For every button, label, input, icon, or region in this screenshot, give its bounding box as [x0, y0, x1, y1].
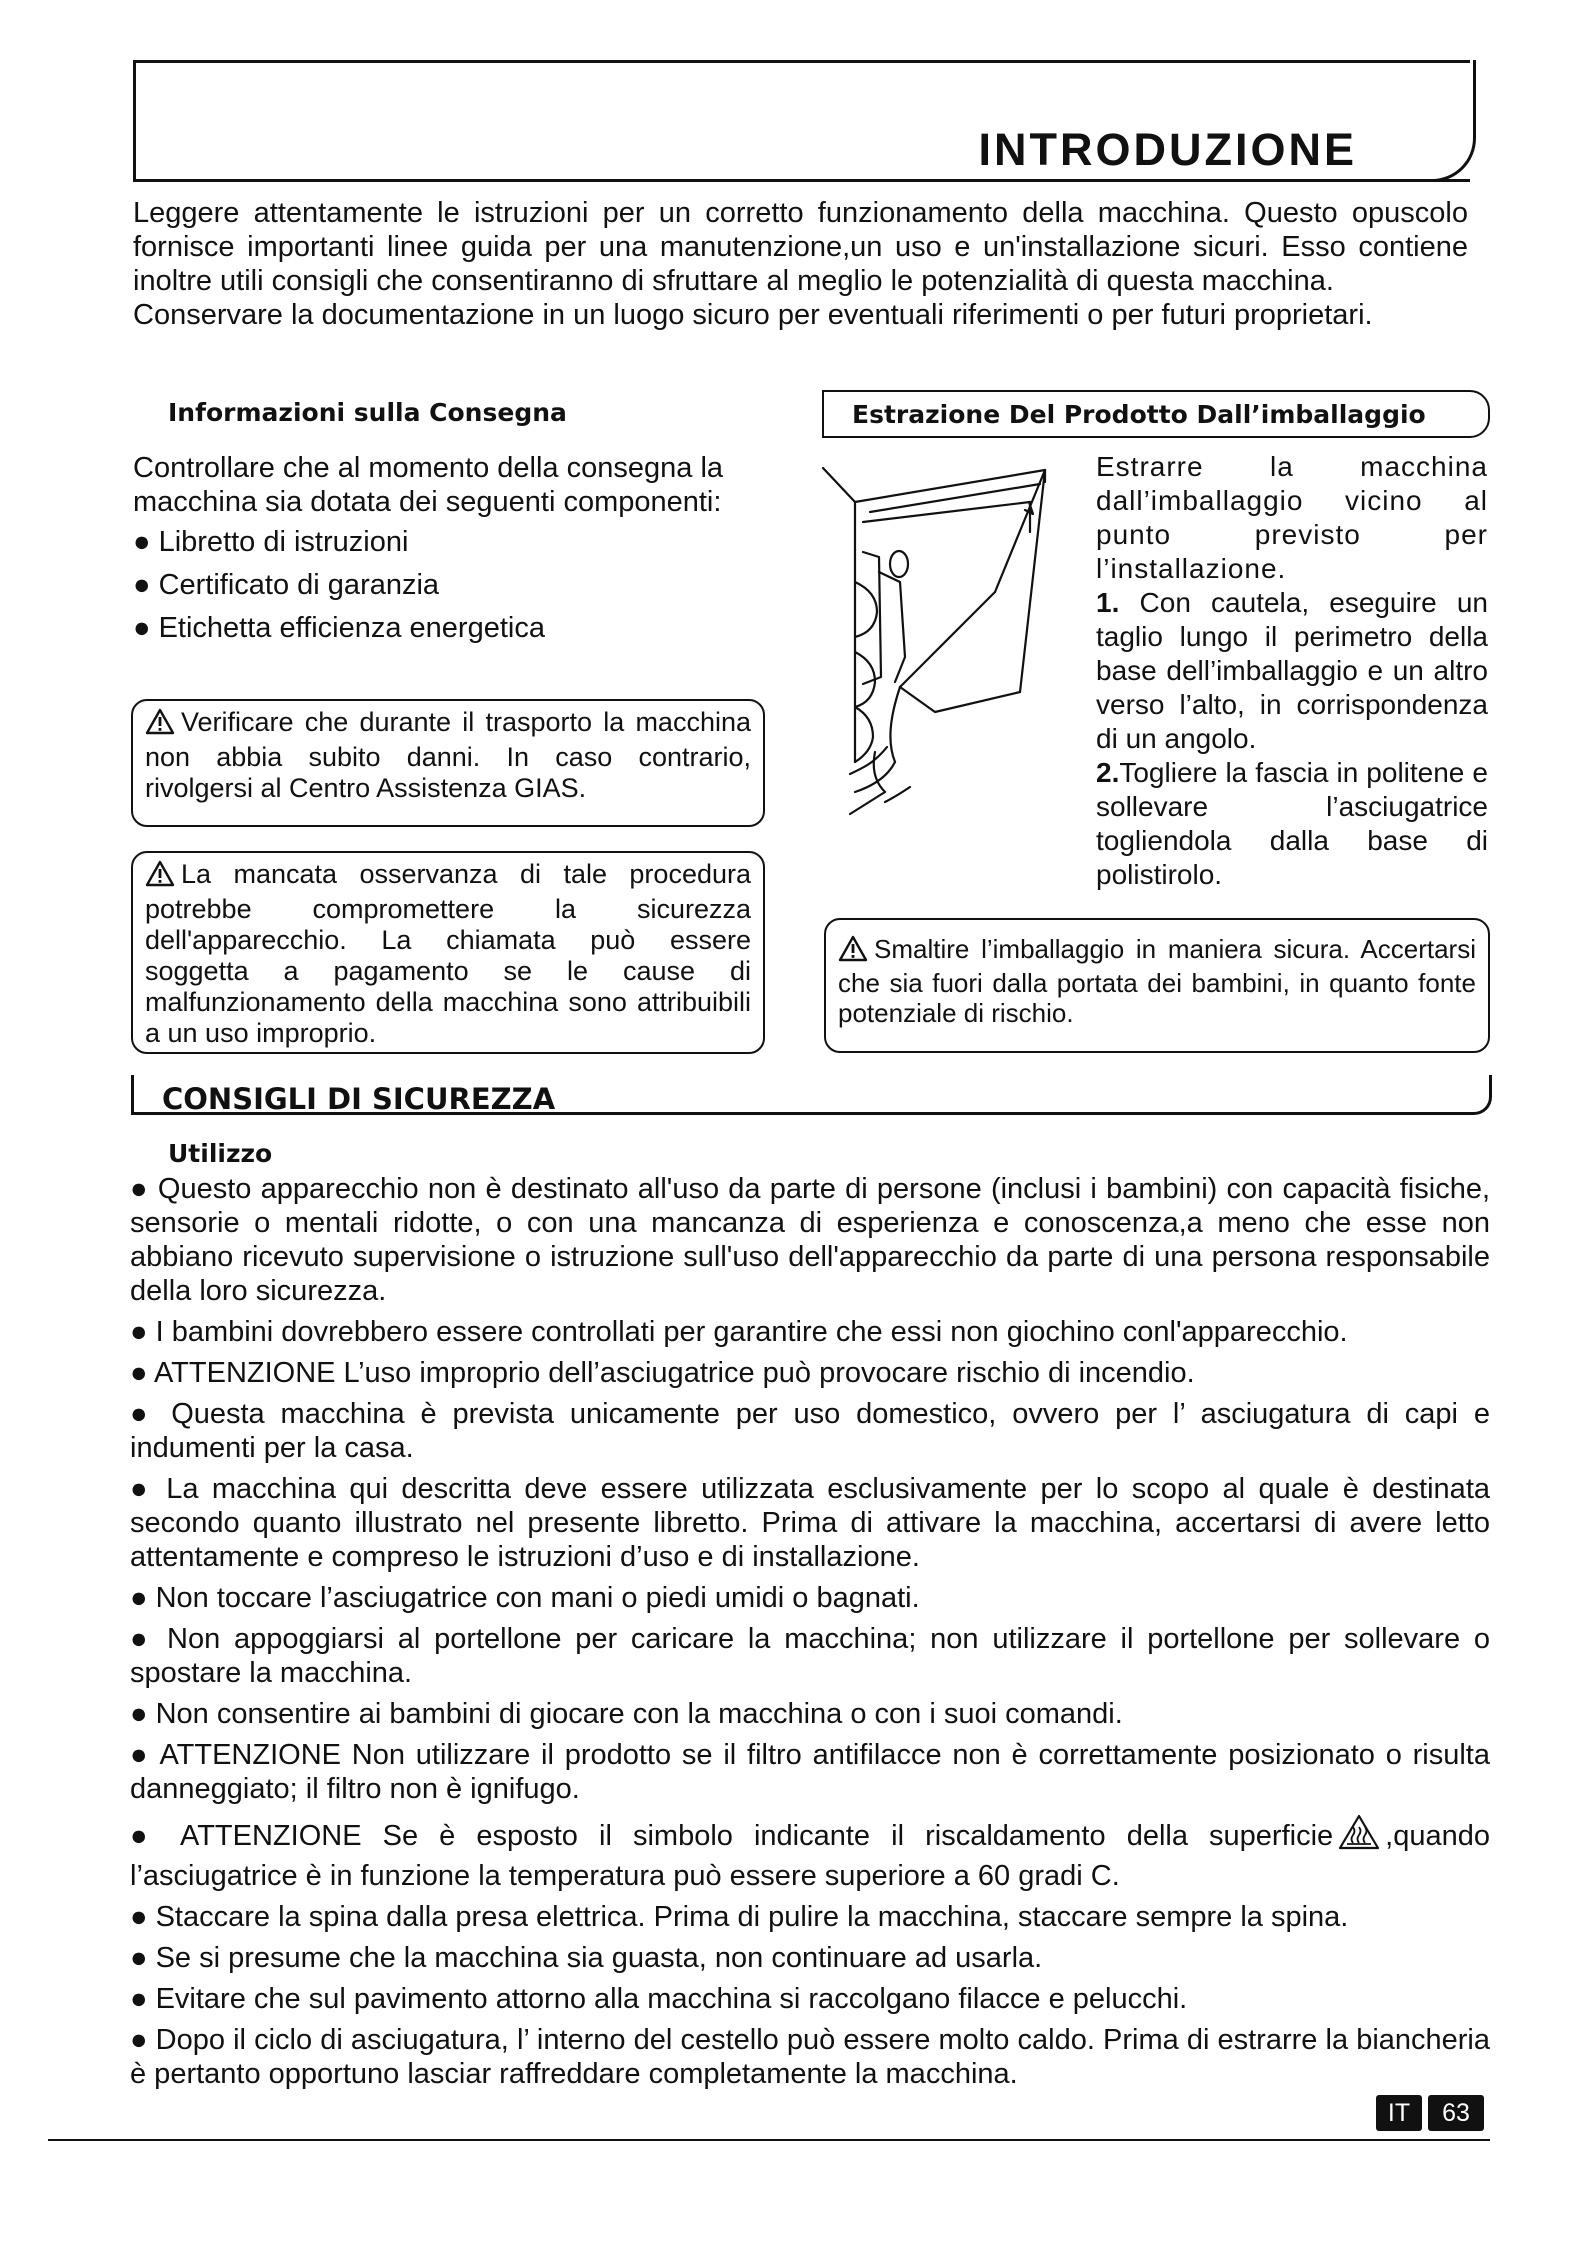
extraction-text [1096, 450, 1488, 892]
unpacking-illustration [815, 462, 1090, 837]
list-item: ● La macchina qui descritta deve essere utilizzata esclusivamente per lo scopo al quale è destinata secondo quanto illustrato nel presente libretto. Prima di attivare la macchina, accertarsi di avere letto attentamente e compreso le istruzioni d’uso e di installazione. [130, 1473, 1490, 1573]
list-item: ● Non appoggiarsi al portellone per caricare la macchina; non utilizzare il portellone per sollevare o spostare la macchina. [130, 1623, 1490, 1689]
page-title: INTRODUZIONE [978, 124, 1357, 175]
warning-icon [145, 860, 175, 894]
safety-heading: CONSIGLI DI SICUREZZA [162, 1082, 556, 1116]
delivery-heading: Informazioni sulla Consegna [168, 398, 567, 427]
list-item: ● I bambini dovrebbero essere controllati per garantire che essi non giochino conl'apparecchio. [130, 1316, 1348, 1348]
extraction-intro: Estrarre la macchina dall’imballaggio vicino al punto previsto per l’installazione. [1096, 451, 1488, 584]
title-frame-corner [1420, 60, 1476, 182]
warning-icon [145, 708, 175, 742]
warning-icon [838, 935, 868, 968]
list-item: ● Se si presume che la macchina sia guasta, non continuare ad usarla. [130, 1942, 1043, 1974]
safety-list [130, 1172, 1490, 2098]
list-item: ● Dopo il ciclo di asciugatura, l’ interno del cestello può essere molto caldo. Prima di estrarre la biancheria è pertanto opportuno lasciar raffreddare completamente la macchina. [130, 2024, 1491, 2090]
usage-subheading: Utilizzo [168, 1139, 273, 1168]
delivery-section [133, 451, 763, 650]
list-item: ● Staccare la spina dalla presa elettrica. Prima di pulire la macchina, staccare sempre la spina. [130, 1901, 1349, 1933]
list-item: ● ATTENZIONE Se è esposto il simbolo indicante il riscaldamento della superficie ,quando l’asciugatrice è in funzione la temperatura può essere superiore a 60 gradi C. [130, 1813, 1490, 1893]
intro-paragraph-2: Conservare la documentazione in un luogo sicuro per eventuali riferimenti o per futuri proprietari. [133, 299, 1373, 331]
list-item: ● Etichetta efficienza energetica [133, 612, 545, 644]
extraction-step-1: 1. Con cautela, eseguire un taglio lungo il perimetro della base dell’imballaggio e un altro verso l’alto, in corrispondenza di un angolo. [1096, 587, 1489, 754]
safety-warning-box [131, 851, 765, 1054]
list-item: ● Evitare che sul pavimento attorno alla macchina si raccolgano filacce e pelucchi. [130, 1983, 1188, 2015]
delivery-text: Controllare che al momento della consegna la macchina sia dotata dei seguenti componenti: [133, 452, 724, 518]
page-number: 63 [1428, 2095, 1484, 2131]
language-badge: IT [1376, 2095, 1422, 2131]
hot-surface-icon [1337, 1813, 1381, 1859]
list-item: ● Non toccare l’asciugatrice con mani o piedi umidi o bagnati. [130, 1582, 920, 1614]
extraction-heading: Estrazione Del Prodotto Dall’imballaggio [852, 399, 1426, 429]
list-item: ● Certificato di garanzia [133, 569, 440, 601]
list-item: ● ATTENZIONE L’uso improprio dell’asciugatrice può provocare rischio di incendio. [130, 1357, 1195, 1389]
list-item: ● Questa macchina è prevista unicamente per uso domestico, ovvero per l’ asciugatura di capi e indumenti per la casa. [130, 1398, 1490, 1464]
extraction-step-2: 2.Togliere la fascia in politene e sollevare l’asciugatrice togliendola dalla base di polistirolo. [1096, 757, 1488, 890]
intro-paragraph-1: Leggere attentamente le istruzioni per un corretto funzionamento della macchina. Questo opuscolo fornisce importanti linee guida per una manutenzione,un uso e un'installazione sicuri. Esso contiene inoltre utili consigli che consentiranno di sfruttare al meglio le potenzialità di questa macchina. [133, 197, 1468, 297]
list-item: ● Non consentire ai bambini di giocare con la macchina o con i suoi comandi. [130, 1698, 1123, 1730]
transport-warning-box [131, 699, 765, 827]
extraction-heading-box [822, 390, 1490, 438]
safety-warning-text: La mancata osservanza di tale procedura potrebbe compromettere la sicurezza dell'apparecchio. La chiamata può essere soggetta a pagamento se le cause di malfunzionamento della macchina sono attribuibili a un uso improprio. [145, 859, 751, 1048]
footer-divider [48, 2139, 1490, 2141]
transport-warning-text: Verificare che durante il trasporto la macchina non abbia subito danni. In caso contrario, rivolgersi al Centro Assistenza GIAS. [145, 707, 751, 803]
list-item: ● ATTENZIONE Non utilizzare il prodotto se il filtro antifilacce non è correttamente posizionato o risulta danneggiato; il filtro non è ignifugo. [130, 1739, 1490, 1805]
packaging-warning-text: Smaltire l’imballaggio in maniera sicura. Accertarsi che sia fuori dalla portata dei bambini, in quanto fonte potenziale di rischio. [838, 934, 1476, 1028]
list-item: ● Questo apparecchio non è destinato all'uso da parte di persone (inclusi i bambini) con capacità fisiche, sensorie o mentali ridotte, o con una mancanza di esperienza e conoscenza,a meno che esse non abbiano ricevuto supervisione o istruzione sull'uso dell'apparecchio da parte di una persona responsabile della loro sicurezza. [130, 1173, 1491, 1307]
intro-section [133, 196, 1468, 332]
list-item: ● Libretto di istruzioni [133, 526, 409, 558]
packaging-warning-box [824, 918, 1490, 1053]
